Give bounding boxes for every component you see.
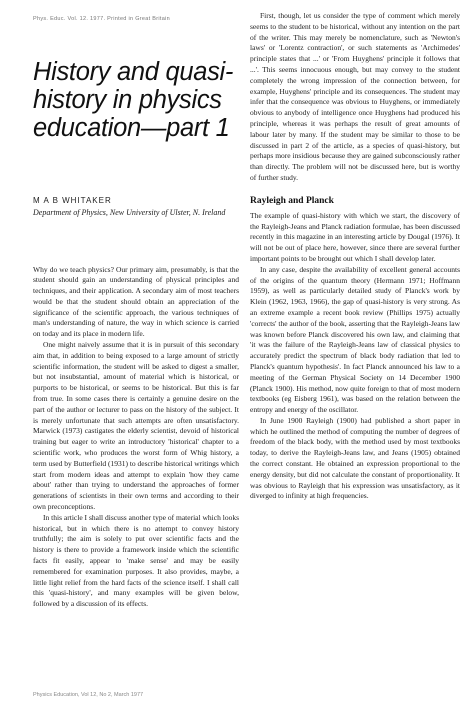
paragraph: In June 1900 Rayleigh (1900) had published a short paper in which he outlined the method of computing the number of degrees of freedom of the black body, with the method used by most textbooks today, to derive the Rayleigh-Jeans law, and Jeans (1905) obtained the correct constant. He obtained an expression proportional to the energy density, but did not calculate the constant of proportionality. It was obvious to Rayleigh that his expression was unsatisfactory, as it diverged to infinity at high frequencies. <box>250 415 460 501</box>
section-heading: Rayleigh and Planck <box>250 195 334 206</box>
paragraph: One might naively assume that it is in pursuit of this secondary aim that, in addition to being exposed to a large amount of strictly scientific information, the student will be asked to digest a smaller, but not insubstantial, amount of material which is historical, or purports to be historical, or seems to be historical. But this is far from true. In some cases there is certainly a genuine desire on the part of the author or lecturer to pass on the history of the subject. It is merely unfortunate that such attempts are often unsatisfactory. Marwick (1973) castigates the elderly scientist, devoid of historical training but eager to write an introductory 'historical' chapter to a scientific work, who produces the worst form of Whig history, a term used by Butterfield (1931) to describe historical writings which start from modern ideas and attempt to explain 'how they came about' rather than trying to understand the approaches of former generations of scientists in their own terms and according to their own preconceptions. <box>33 340 239 512</box>
author-name: M A B WHITAKER <box>33 196 112 205</box>
paragraph: In any case, despite the availability of excellent general accounts of the origins of the quantum theory (Hermann 1971; Hoffmann 1959), as well as particularly detailed study of Planck's work by Klein (1962, 1963, 1966), the gap of quasi-history is very strong. As an extreme example a recent book review (Phillips 1975) actually 'corrects' the author of the book, asserting that the Rayleigh-Jeans law was known before Planck discovered his own law, and claiming that 'it was the failure of the Rayleigh-Jeans law of classical physics to accurately predict the spectrum of black body radiation that led to Planck's quantum hypothesis'. In fact Planck announced his law to a meeting of the German Physical Society on 14 December 1900 (Planck 1900). His method, now quite foreign to that of most modern textbooks (eg Eisberg 1961), was based on the relation between the entropy and energy of the oscillator. <box>250 264 460 415</box>
right-column <box>250 11 460 502</box>
running-header: Phys. Educ. Vol. 12. 1977. Printed in Great Britain <box>33 16 170 22</box>
paragraph: In this article I shall discuss another type of material which looks historical, but in which there is no attempt to convey history truthfully; the aim is solely to put over scientific facts and the history is there to provide a framework inside which the scientific facts fit easily, appear to 'make sense' and may be easily remembered for examination purposes. It also provides, maybe, a little light relief from the hard facts of the science itself. I shall call this 'quasi-history', and many examples will be given below, followed by a discussion of its effects. <box>33 512 239 609</box>
page-footer: Physics Education, Vol 12, No 2, March 1977 <box>33 692 144 698</box>
paragraph: First, though, let us consider the type of comment which merely seems to the student to be historical, without any intention on the part of the writer. This may merely be nomenclature, such as 'Newton's laws' or 'Lorentz contraction', or such statements as 'Archimedes' principle states that ...' or 'From Huyghens' principle it follows that ...'. This seems innocuous enough, but may convey to the student completely the wrong impression of the connection between, for example, Huyghens' principle and its consequences. The student may infer that the consequence was obvious to Huyghens, or immediately obvious to anybody of intelligence once Huyghens had produced his principle, whereas it was perhaps the result of great amounts of labour later by many. If the student may be similar to those to be discussed in part 2 of the article, as a species of quasi-history, but perhaps more insidious because they are gained subconsciously rather than directly. The problem will not be discussed here, but is worthy of further study. <box>250 11 460 182</box>
paragraph: Why do we teach physics? Our primary aim, presumably, is that the student should gain an understanding of physical principles and techniques, and their application. A secondary aim of most teachers would be that the student should obtain an appreciation of the significance of the scientific approach, the various techniques of man's understanding of nature, the way in which science is carried on today and its place in modern life. <box>33 264 239 339</box>
author-affiliation: Department of Physics, New University of Ulster, N. Ireland <box>33 208 226 217</box>
article-title: History and quasi-history in physics education—part 1 <box>33 58 234 142</box>
left-column <box>33 58 239 610</box>
paragraph: The example of quasi-history with which we start, the discovery of the Rayleigh-Jeans and Planck radiation formulae, has been discussed recently in this magazine in an interesting article by Dougal (1976). It will not be out of place here, however, since there are several further important points to be brought out which I shall develop later. <box>250 210 460 263</box>
left-body-text <box>33 265 239 611</box>
